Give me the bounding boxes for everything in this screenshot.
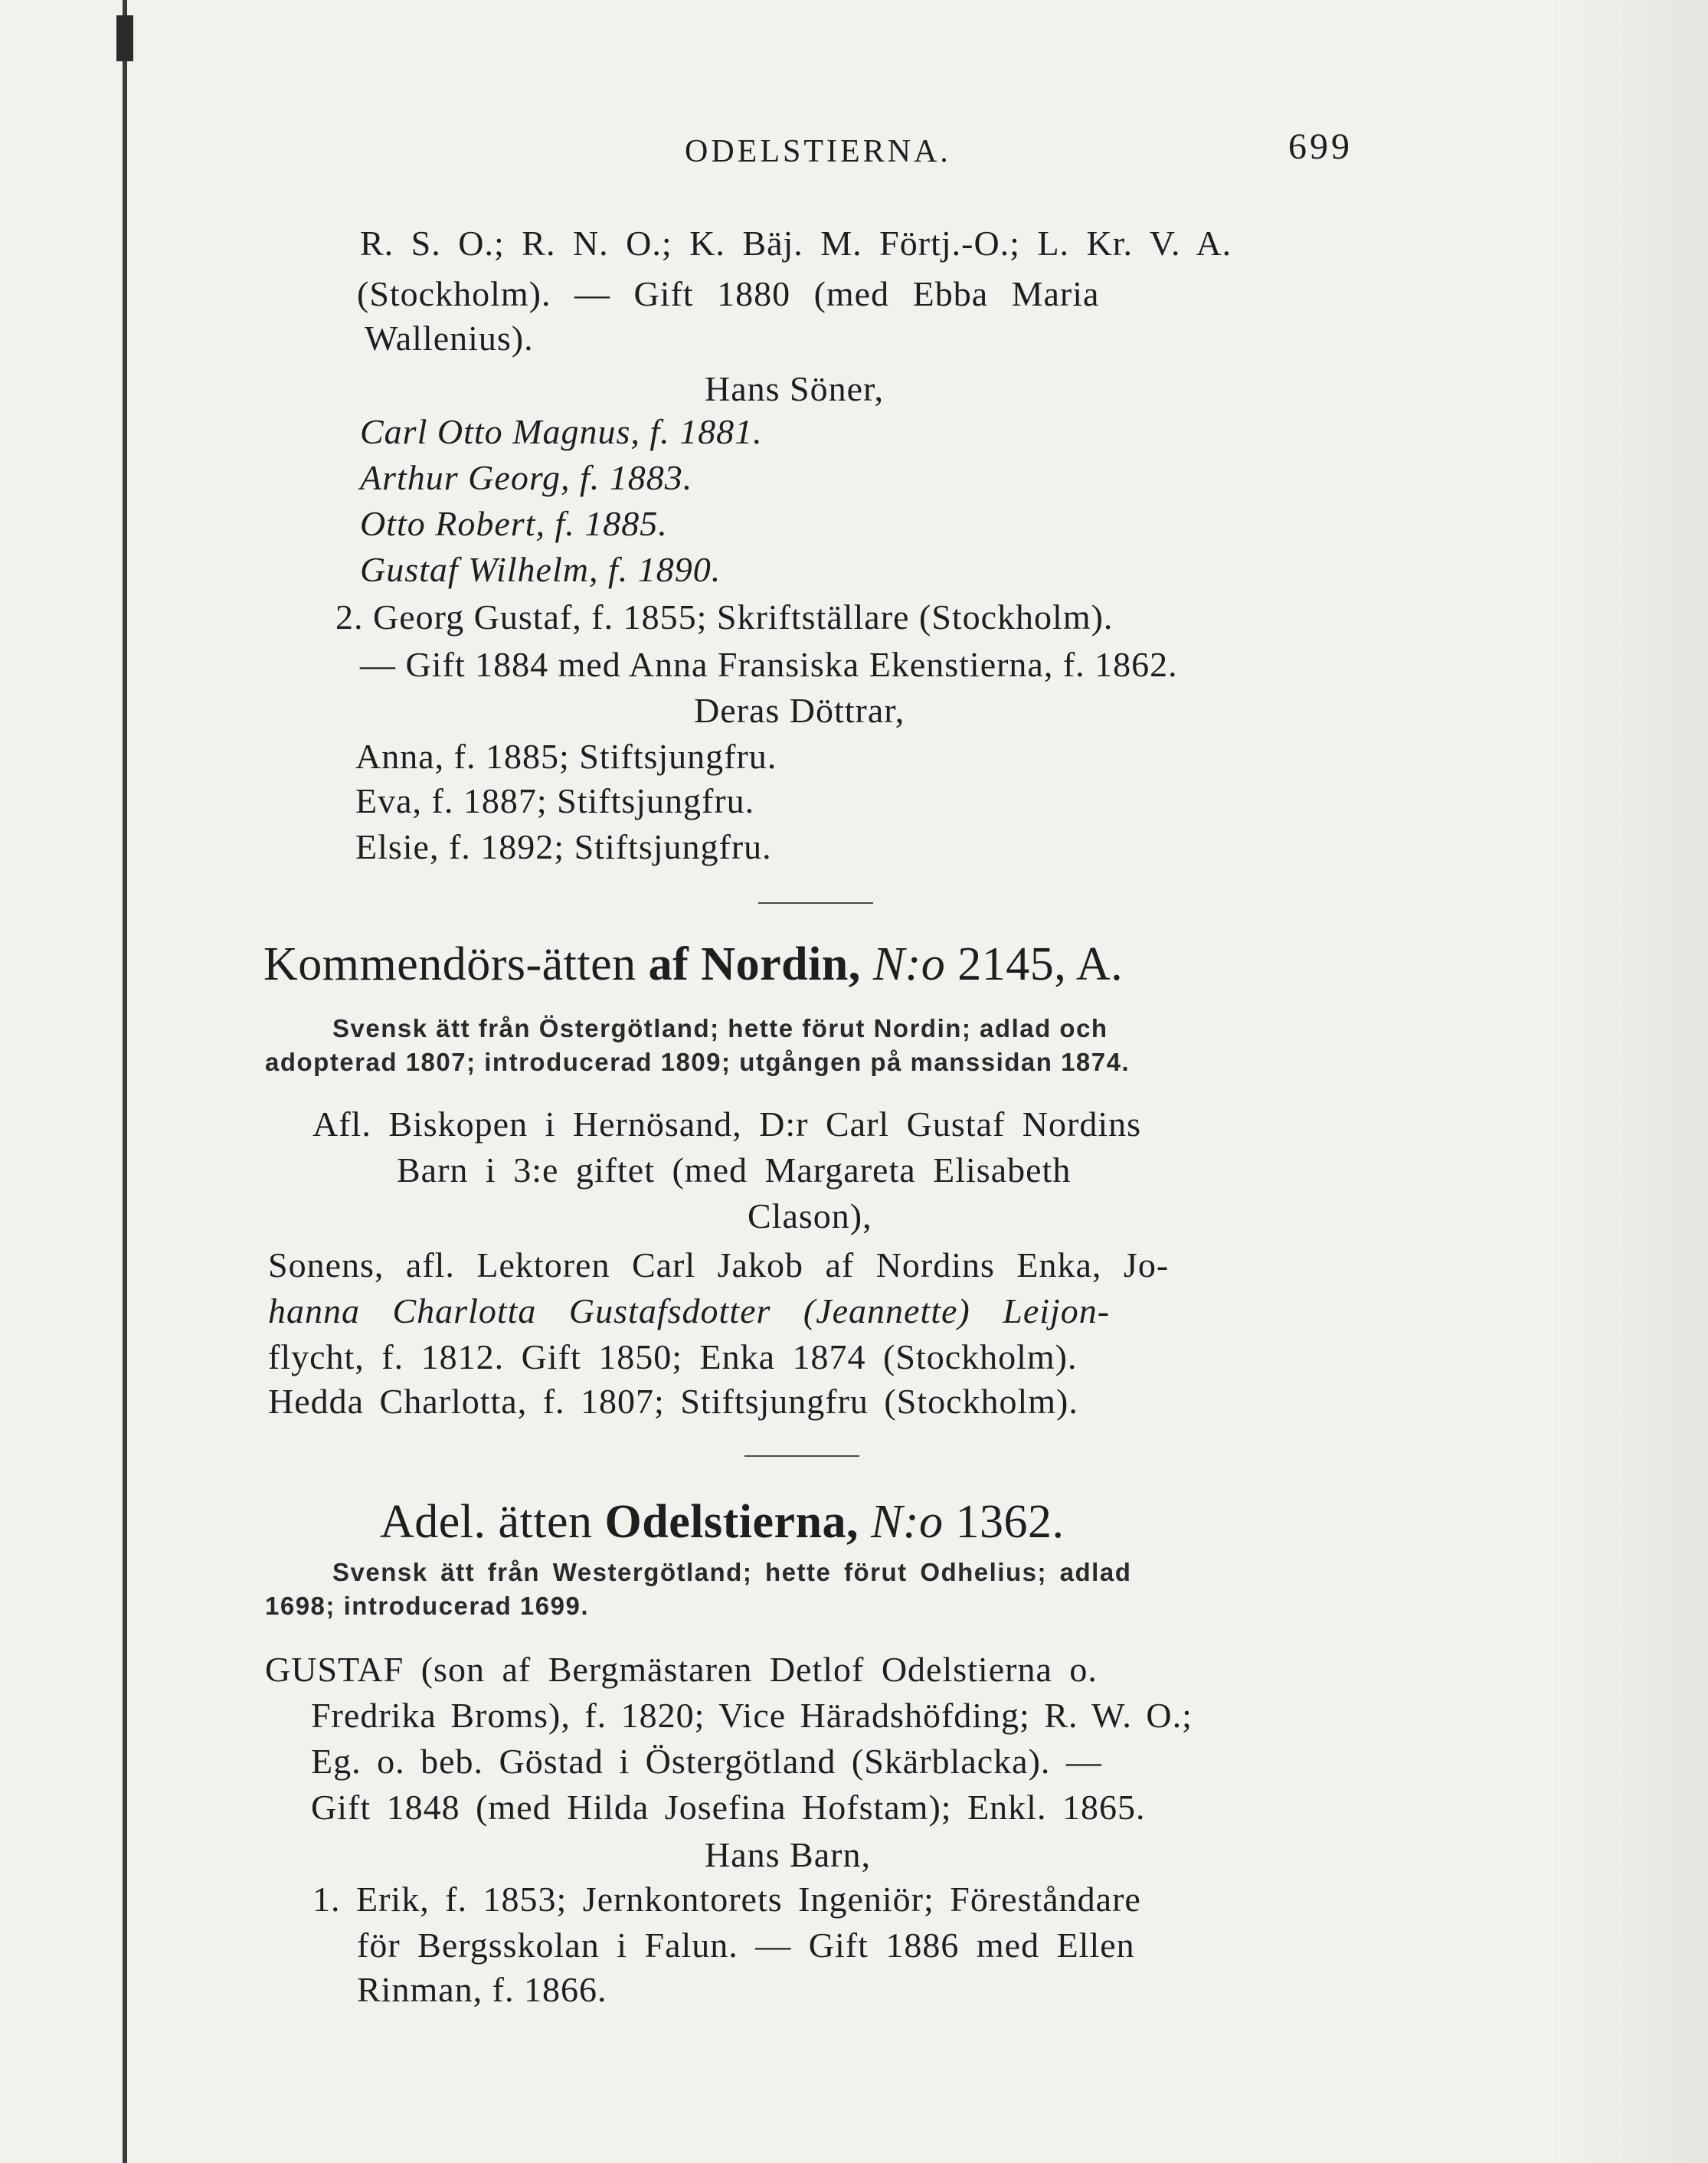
section-note: Svensk ätt från Östergötland; hette förut Nordin; adlad och bbox=[332, 1014, 1108, 1042]
page-number: 699 bbox=[1288, 126, 1353, 167]
subheading-children: Hans Barn, bbox=[705, 1835, 871, 1874]
entry-line: Otto Robert, f. 1885. bbox=[360, 504, 668, 543]
entry-line: — Gift 1884 med Anna Fransiska Ekenstierna, f. 1862. bbox=[360, 645, 1178, 684]
title-number: 1362. bbox=[955, 1496, 1065, 1548]
title-number-label: N:o bbox=[871, 1496, 944, 1548]
entry-line: (Stockholm). — Gift 1880 (med Ebba Maria bbox=[357, 274, 1100, 313]
title-prefix: Adel. ätten bbox=[380, 1496, 593, 1548]
running-header-title: ODELSTIERNA. bbox=[685, 134, 951, 169]
entry-line: Arthur Georg, f. 1883. bbox=[360, 458, 693, 497]
section-title bbox=[263, 938, 1123, 991]
subheading-daughters: Deras Döttrar, bbox=[694, 691, 905, 730]
section-line: Hedda Charlotta, f. 1807; Stiftsjungfru (Stockholm). bbox=[268, 1382, 1078, 1421]
section-line: Clason), bbox=[748, 1196, 872, 1235]
section-line: Barn i 3:e giftet (med Margareta Elisabeth bbox=[397, 1150, 1072, 1189]
title-name: Odelstierna, bbox=[604, 1496, 859, 1548]
section-line: hanna Charlotta Gustafsdotter (Jeannette) Leijon- bbox=[268, 1291, 1111, 1330]
entry-line: 2. Georg Gustaf, f. 1855; Skriftställare (Stockholm). bbox=[335, 597, 1114, 636]
entry-line: R. S. O.; R. N. O.; K. Bäj. M. Förtj.-O.; L. Kr. V. A. bbox=[360, 224, 1232, 263]
entry-line: Gustaf Wilhelm, f. 1890. bbox=[360, 550, 721, 589]
title-prefix: Kommendörs-ätten bbox=[263, 938, 636, 990]
section-line: flycht, f. 1812. Gift 1850; Enka 1874 (Stockholm). bbox=[268, 1337, 1078, 1376]
section-title bbox=[380, 1495, 1065, 1549]
entry-line: Wallenius). bbox=[365, 319, 534, 358]
entry-line: Anna, f. 1885; Stiftsjungfru. bbox=[355, 737, 777, 776]
section-line: Gift 1848 (med Hilda Josefina Hofstam); Enkl. 1865. bbox=[311, 1788, 1146, 1827]
section-line: Sonens, afl. Lektoren Carl Jakob af Nordins Enka, Jo- bbox=[268, 1245, 1170, 1284]
entry-line: Elsie, f. 1892; Stiftsjungfru. bbox=[355, 827, 772, 866]
section-line: Fredrika Broms), f. 1820; Vice Häradshöfding; R. W. O.; bbox=[311, 1696, 1193, 1735]
entry-line: Carl Otto Magnus, f. 1881. bbox=[360, 412, 763, 451]
section-line: Rinman, f. 1866. bbox=[357, 1970, 607, 2009]
subheading-sons: Hans Söner, bbox=[705, 369, 885, 408]
title-name: af Nordin, bbox=[648, 938, 861, 990]
page-binding-edge bbox=[123, 0, 127, 2163]
title-number-label: N:o bbox=[872, 938, 946, 990]
entry-line: Eva, f. 1887; Stiftsjungfru. bbox=[355, 781, 755, 820]
section-divider bbox=[758, 902, 873, 904]
page-binding-mark bbox=[116, 15, 133, 61]
section-note: Svensk ätt från Westergötland; hette förut Odhelius; adlad bbox=[332, 1558, 1132, 1586]
section-line: GUSTAF (son af Bergmästaren Detlof Odelstierna o. bbox=[265, 1650, 1098, 1689]
section-line: Eg. o. beb. Göstad i Östergötland (Skärblacka). — bbox=[311, 1742, 1102, 1781]
section-note: 1698; introducerad 1699. bbox=[265, 1592, 590, 1620]
title-number: 2145, A. bbox=[957, 938, 1124, 990]
section-note: adopterad 1807; introducerad 1809; utgången på manssidan 1874. bbox=[265, 1048, 1130, 1076]
page-shadow bbox=[1547, 0, 1708, 2163]
section-line: 1. Erik, f. 1853; Jernkontorets Ingeniör; Föreståndare bbox=[312, 1880, 1141, 1919]
section-line: för Bergsskolan i Falun. — Gift 1886 med Ellen bbox=[357, 1926, 1135, 1965]
section-divider bbox=[744, 1455, 859, 1457]
section-line: Afl. Biskopen i Hernösand, D:r Carl Gustaf Nordins bbox=[312, 1104, 1142, 1144]
